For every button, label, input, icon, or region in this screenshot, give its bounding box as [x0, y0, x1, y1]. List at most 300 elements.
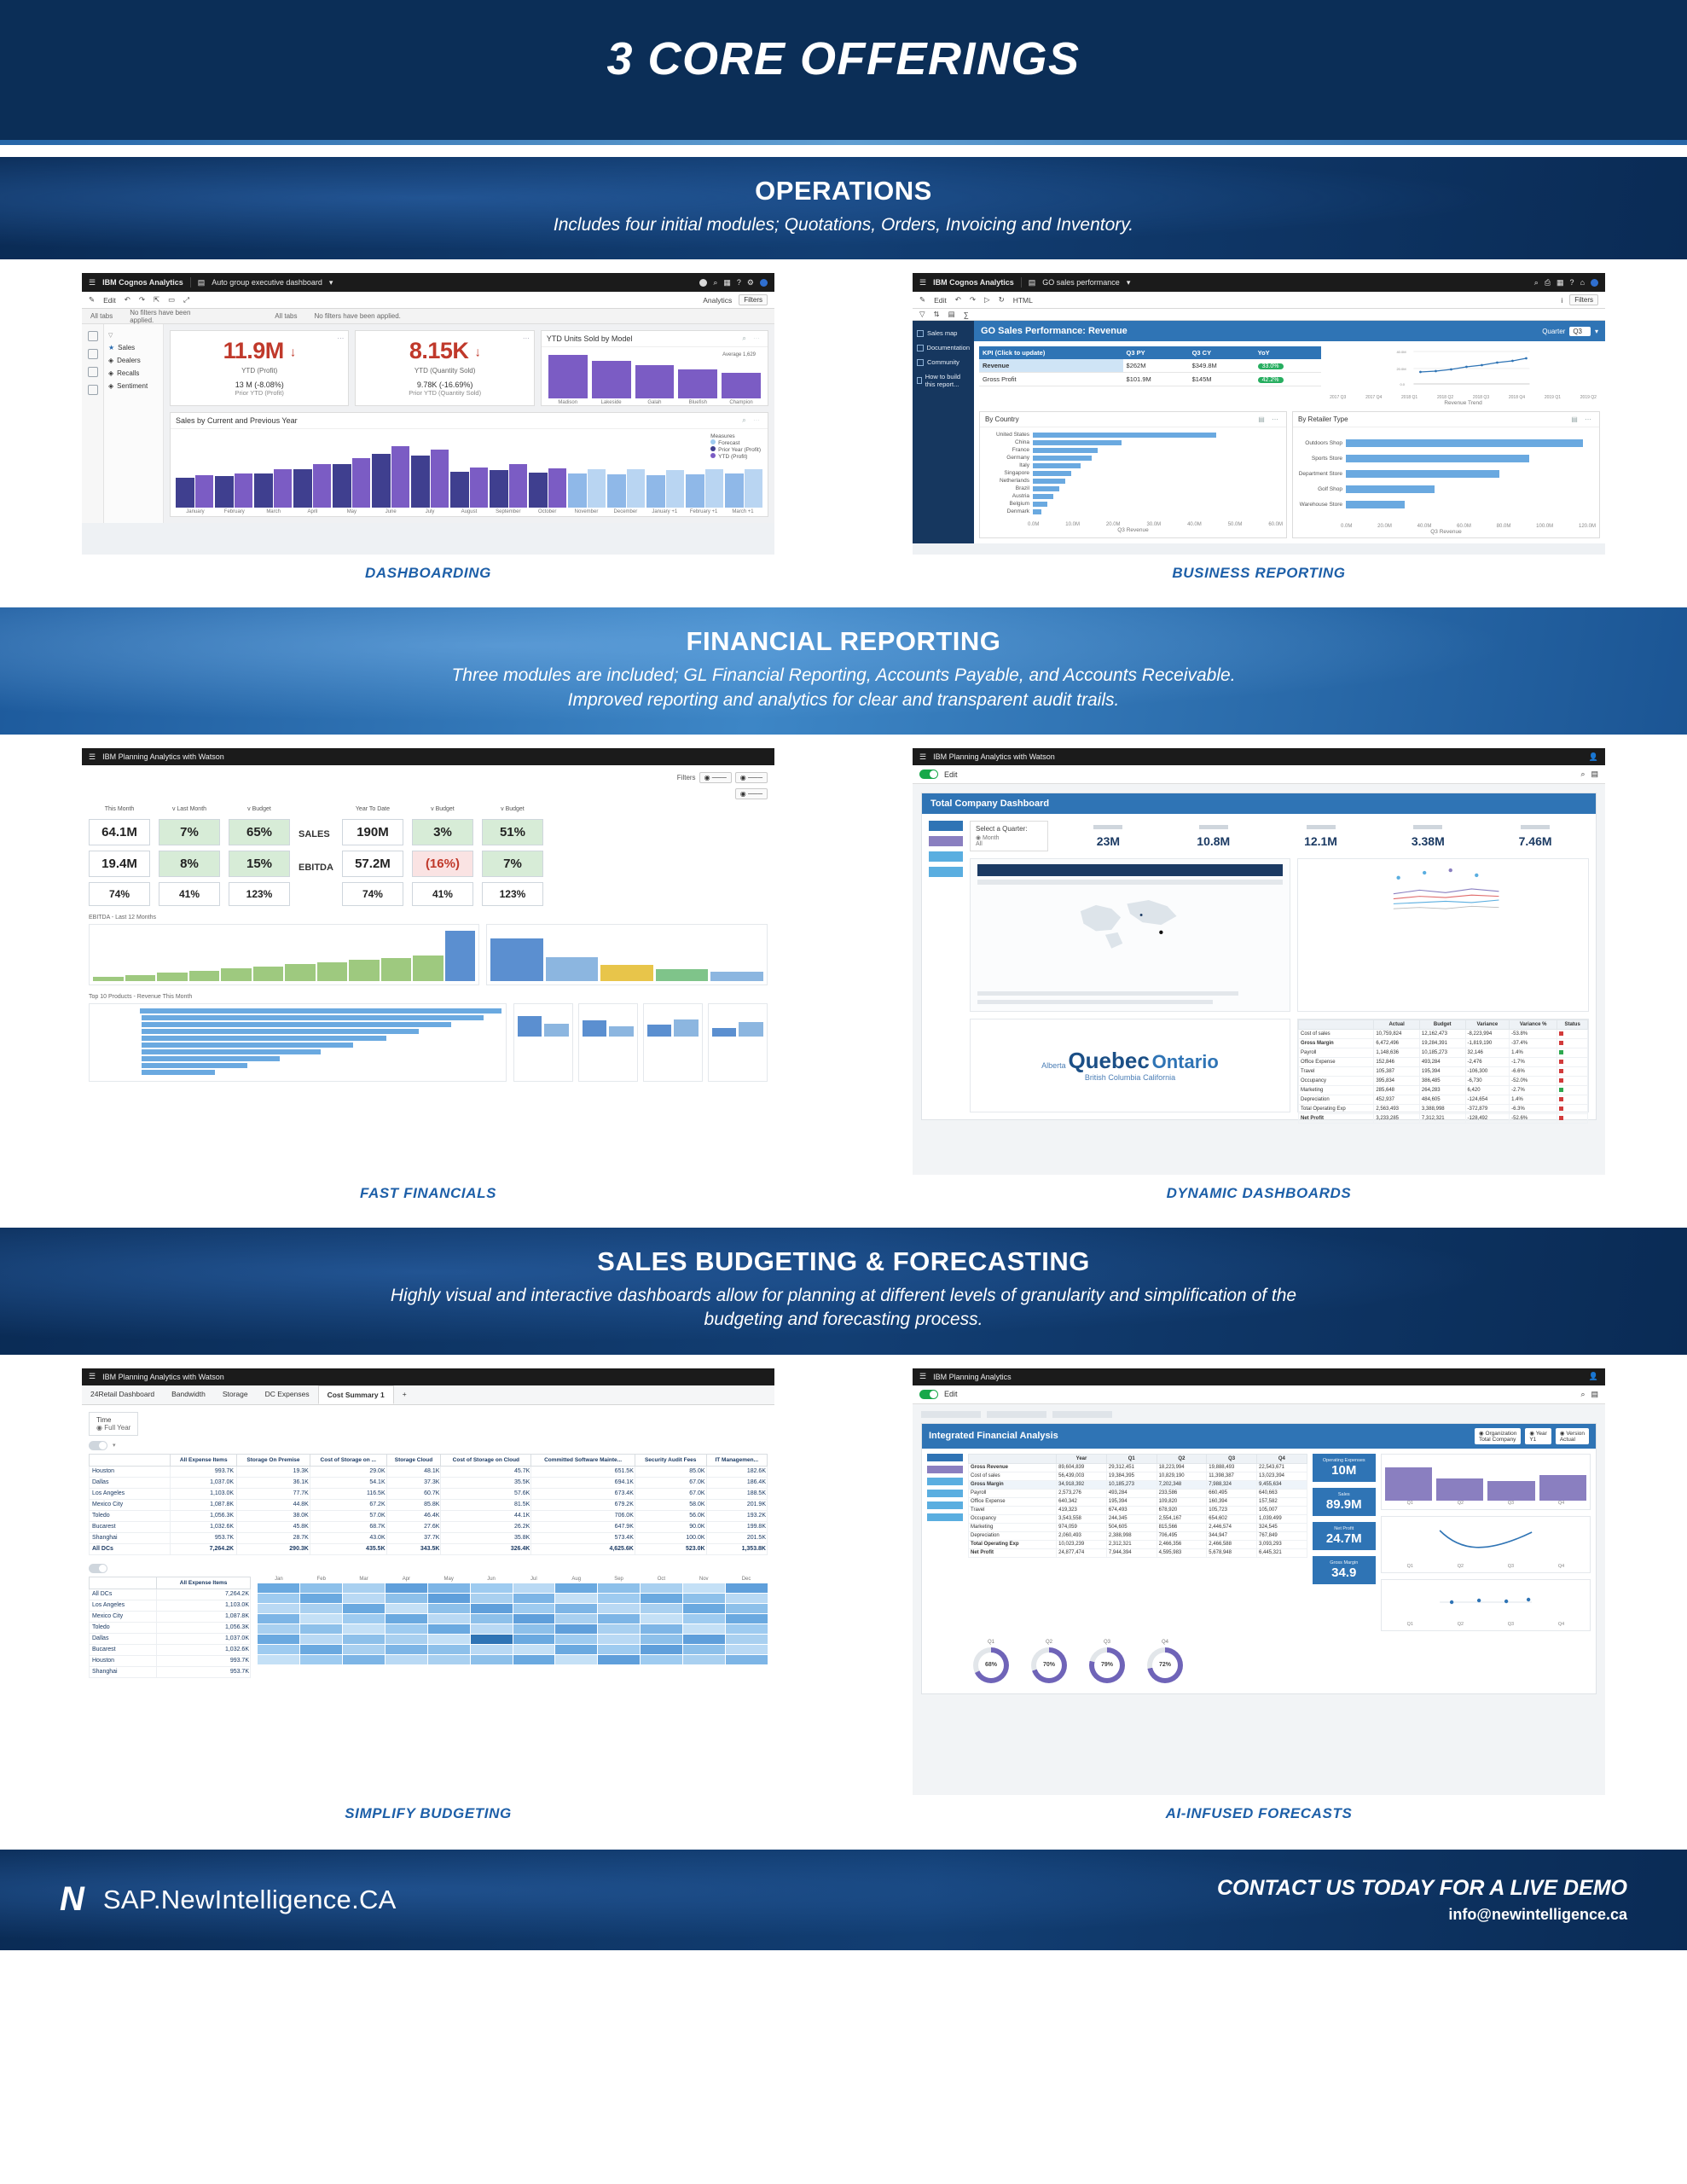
svg-text:40.0M: 40.0M — [1396, 350, 1406, 355]
filters-button[interactable]: Filters — [1569, 294, 1598, 305]
quarter-label: Quarter — [1542, 327, 1566, 335]
help-icon[interactable]: ? — [736, 278, 741, 288]
table-row[interactable]: Los Angeles 1,103.0K — [90, 1600, 251, 1611]
widgets-icon[interactable] — [88, 367, 98, 377]
x-tick: 120.0M — [1578, 524, 1596, 530]
settings-icon[interactable]: ⚙ — [746, 277, 754, 287]
nav-item-sentiment[interactable] — [108, 380, 159, 392]
chevron-down-icon[interactable]: ▾ — [328, 277, 333, 287]
hamburger-icon[interactable]: ☰ — [89, 752, 96, 761]
user-icon[interactable]: 👤 — [1588, 752, 1598, 761]
month-label: Mar — [359, 1576, 368, 1582]
col-label: v Budget — [501, 806, 525, 813]
x-tick: 40.0M — [1187, 522, 1202, 528]
x-label: Q1 — [1406, 1621, 1413, 1627]
kpi-card-profit[interactable] — [170, 330, 349, 406]
average-annotation: Average 1,629 — [722, 352, 757, 358]
nav-item-community[interactable] — [917, 355, 970, 369]
row-label-sales: SALES — [299, 828, 330, 839]
screenshot-grid-financial — [0, 735, 1687, 1216]
zoom-icon[interactable]: ⌕ — [1580, 1389, 1586, 1398]
table-row[interactable]: Toledo 1,056.3K 38.0K 57.0K 46.4K 44.1K 706.0K 56.0K 193.2K — [90, 1510, 768, 1521]
kpi-label: Net Profit — [1334, 1525, 1354, 1531]
nav-item-sales[interactable] — [108, 341, 159, 354]
map-icon — [917, 330, 924, 337]
table-row-total[interactable]: All DCs 7,264.2K 290.3K 435.5K 343.5K 326.4K 4,625.6K 523.0K 1,353.8K — [90, 1543, 768, 1554]
top-products-chart[interactable] — [89, 1003, 507, 1082]
this-month-col — [89, 806, 150, 906]
cell-yoy-badge: 42.2% — [1258, 377, 1284, 383]
kpi-tiles — [1313, 1454, 1376, 1631]
table-row[interactable]: Shanghai 953.7K — [90, 1666, 251, 1677]
tile-ebitda-ytd[interactable]: 57.2M — [342, 851, 403, 877]
spacer — [0, 1216, 1687, 1228]
chart-by-country[interactable] — [979, 411, 1287, 538]
secondary-bar-chart[interactable] — [486, 924, 768, 985]
edit-button[interactable]: Edit — [103, 295, 116, 305]
table-row[interactable] — [979, 373, 1321, 386]
month-label: Jan — [275, 1576, 283, 1582]
avatar[interactable] — [760, 279, 768, 287]
kpi-value: 23M — [1096, 834, 1121, 848]
hamburger-icon[interactable]: ☰ — [919, 277, 927, 287]
table-row[interactable] — [979, 359, 1321, 373]
filter-left-message: No filters have been applied. — [130, 308, 191, 324]
analytics-button[interactable]: Analytics — [703, 295, 733, 305]
bar-label: Netherlands — [999, 478, 1029, 485]
expand-icon[interactable]: ⤢ — [183, 295, 189, 305]
section-title: FINANCIAL REPORTING — [686, 626, 1001, 657]
month-label: May — [443, 1576, 454, 1582]
gear-icon[interactable]: ⋯ — [522, 334, 530, 343]
selector-label: Select a Quarter: — [976, 825, 1028, 834]
tab-bandwidth[interactable]: Bandwidth — [171, 1389, 206, 1398]
heatmap[interactable] — [258, 1577, 768, 1678]
nav-label: Documentation — [926, 344, 970, 352]
table-row: Payroll 2,573,276 493,284 233,586 660,495 640,663 — [969, 1489, 1307, 1497]
dot-line-chart — [1385, 1583, 1586, 1618]
expand-toggle[interactable] — [89, 1441, 107, 1450]
col-header: Storage Cloud — [386, 1454, 441, 1466]
col-label: v Last Month — [171, 806, 207, 813]
tile-ebitda-vs-budget[interactable]: 15% — [229, 851, 290, 877]
edit-toggle[interactable] — [919, 770, 938, 779]
html-format-button[interactable]: HTML — [1012, 295, 1033, 305]
small-chart-gross-margin[interactable] — [578, 1003, 638, 1082]
small-chart-sales[interactable] — [643, 1003, 703, 1082]
col-header: Storage On Premise — [237, 1454, 310, 1466]
cell-py: $262M — [1123, 359, 1189, 373]
bar-label: Brazil — [1015, 485, 1029, 492]
cta-block — [1217, 1876, 1627, 1924]
map-widget[interactable] — [970, 858, 1290, 1012]
refresh-icon[interactable]: ↻ — [998, 295, 1005, 305]
cell-business-reporting — [913, 273, 1605, 587]
word: British Columbia — [1084, 1072, 1141, 1082]
tile-ebitda-ytd-budget2[interactable]: 7% — [482, 851, 543, 877]
pin-icon[interactable] — [88, 331, 98, 341]
cell-yoy-badge: 33.0% — [1258, 363, 1284, 369]
tile-margin[interactable]: 123% — [482, 882, 543, 906]
tile-margin[interactable]: 74% — [342, 882, 403, 906]
quarter-selector[interactable]: Select a Quarter: ◉ Month All — [970, 821, 1048, 851]
grid-icon[interactable]: ▦ — [1557, 277, 1564, 287]
donut-q4[interactable]: 72% — [1147, 1647, 1183, 1683]
kpi-gross-margin[interactable] — [1313, 1556, 1376, 1584]
selector-version[interactable]: ◉ Version Actual — [1556, 1428, 1589, 1444]
edit-label: Edit — [944, 770, 958, 779]
filter-icon[interactable]: ▽ — [919, 310, 925, 319]
app-titlebar — [82, 273, 774, 292]
tile-sales-ytd-budget2[interactable]: 51% — [482, 819, 543, 845]
section-subtitle-line2: Improved reporting and analytics for clear and transparent audit trails. — [567, 689, 1120, 710]
cell-kpi: Gross Profit — [979, 373, 1123, 386]
cell-fast-financials — [82, 748, 774, 1207]
x-label: Q4 — [1557, 1500, 1565, 1506]
quarter-select[interactable]: Q3 — [1569, 327, 1591, 336]
kpi-sales[interactable] — [1313, 1488, 1376, 1516]
x-label: Madison — [558, 400, 578, 406]
tile-sales-vs-lm[interactable]: 7% — [159, 819, 220, 845]
edit-bar — [913, 1385, 1605, 1404]
x-label: Champion — [729, 400, 753, 406]
report-title-bar — [974, 321, 1605, 341]
selector-organization[interactable]: ◉ Organization Total Company — [1475, 1428, 1521, 1444]
donut-row — [922, 1636, 1596, 1693]
x-tick: 2017 Q4 — [1365, 395, 1383, 401]
edit-button[interactable]: Edit — [934, 295, 947, 305]
month-label: Nov — [699, 1576, 709, 1582]
svg-text:0.0: 0.0 — [1400, 382, 1406, 387]
columns-icon[interactable]: ▤ — [948, 310, 955, 319]
table-row: Travel 105,387 195,394 -106,300 -6.6% — [1299, 1067, 1588, 1077]
chart-menu-icon[interactable]: ▤ ⋯ — [1571, 415, 1594, 424]
kpi-value: 3.38M — [1411, 834, 1445, 848]
section-banner-operations — [0, 157, 1687, 259]
month-label: Jun — [487, 1576, 496, 1582]
x-label: Q2 — [1457, 1563, 1464, 1569]
summarize-icon[interactable]: ∑ — [963, 310, 969, 319]
ranked-table[interactable] — [89, 1577, 251, 1678]
search-icon[interactable]: ⌕ — [713, 277, 718, 287]
filters-label: Filters — [676, 774, 696, 782]
tab-add[interactable]: + — [402, 1389, 407, 1398]
col-label: Year To Date — [355, 806, 390, 813]
bar-label: United States — [995, 432, 1029, 439]
report-title: GO Sales Performance: Revenue — [981, 326, 1128, 337]
variance-table-widget[interactable] — [1297, 1019, 1589, 1122]
tab-cost-summary-1[interactable]: Cost Summary 1 — [318, 1385, 394, 1404]
kpi-operating-expenses[interactable] — [1313, 1454, 1376, 1482]
kpi-row — [170, 330, 768, 406]
footer — [0, 1850, 1687, 1950]
cell-dynamic-dashboards — [913, 748, 1605, 1207]
bullet-icon: ◈ — [108, 369, 114, 378]
month-label: February — [223, 509, 245, 515]
col-header: Cost of Storage on ... — [310, 1454, 386, 1466]
column-chart — [171, 429, 768, 508]
table-row: Net Profit 24,877,474 7,944,394 4,595,983 5,678,948 6,445,321 — [969, 1548, 1307, 1557]
table-row[interactable]: Mexico City 1,087.8K — [90, 1611, 251, 1622]
chart-legend — [710, 433, 761, 460]
help-icon[interactable]: ? — [1569, 278, 1574, 288]
tile-ebitda-ytd-budget[interactable]: (16%) — [412, 851, 473, 877]
table-row[interactable]: Shanghai 953.7K 28.7K 43.0K 37.7K 35.8K 573.4K 100.0K 201.5K — [90, 1532, 768, 1543]
vs-last-month-col — [159, 806, 220, 906]
table-row[interactable]: Dallas 1,037.0K — [90, 1633, 251, 1644]
tile-ebitda-vs-lm[interactable]: 8% — [159, 851, 220, 877]
gear-icon[interactable]: ⋯ — [337, 334, 345, 343]
tile-ebitda-this-month[interactable]: 19.4M — [89, 851, 150, 877]
col-header: Actual — [1374, 1020, 1420, 1030]
table-row: Office Expense 152,846 493,284 -2,476 -1.7% — [1299, 1058, 1588, 1067]
section-subtitle: Includes four initial modules; Quotations, Orders, Invoicing and Inventory. — [553, 215, 1134, 235]
financial-table-panel[interactable] — [968, 1454, 1307, 1631]
tab-dc-expenses[interactable]: DC Expenses — [264, 1389, 310, 1398]
run-icon[interactable]: ▷ — [984, 295, 990, 305]
app-name: IBM Cognos Analytics — [102, 278, 183, 288]
tile-sales-this-month[interactable]: 64.1M — [89, 819, 150, 845]
month-label: Jul — [530, 1576, 537, 1582]
col-header: Committed Software Mainte... — [531, 1454, 635, 1466]
sources-icon[interactable] — [88, 349, 98, 359]
small-chart-ebitda[interactable] — [513, 1003, 573, 1082]
word: Ontario — [1151, 1051, 1219, 1073]
chart-menu-icon[interactable]: ⌕ ⋯ — [742, 334, 763, 343]
kpi-table[interactable] — [979, 346, 1321, 386]
month-label: January +1 — [652, 509, 678, 515]
zoom-icon[interactable]: ⌕ — [1580, 770, 1586, 779]
legend-item: Prior Year (Profit) — [718, 447, 761, 454]
col-header — [90, 1454, 171, 1466]
waterfall-chart[interactable] — [89, 924, 479, 985]
redo-icon[interactable]: ↷ — [969, 295, 977, 305]
chart-by-retailer-type[interactable] — [1292, 411, 1600, 538]
nav-item-how-to-build[interactable] — [917, 369, 970, 392]
quarter-bar-chart[interactable] — [1381, 1454, 1591, 1510]
expand-toggle-2[interactable] — [89, 1564, 107, 1573]
table-row: Cost of sales 10,759,824 12,162,473 -8,223,994 -53.8% — [1299, 1030, 1588, 1039]
mid-charts — [89, 924, 768, 985]
chart-sales-current-previous[interactable] — [170, 412, 768, 517]
table-row[interactable]: Los Angeles 1,103.0K 77.7K 116.5K 60.7K 57.6K 673.4K 67.0K 188.5K — [90, 1488, 768, 1499]
chart-units-by-model[interactable] — [541, 330, 768, 406]
table-row[interactable]: Bucarest 1,032.6K 45.8K 68.7K 27.6K 26.2K 647.9K 90.0K 199.8K — [90, 1521, 768, 1532]
tile-margin[interactable]: 41% — [159, 882, 220, 906]
kpi-value: 11.9M — [223, 338, 284, 364]
save-icon[interactable]: ⎙ — [1544, 277, 1551, 287]
filter-chip-3[interactable]: ◉ ─── — [735, 788, 768, 799]
tile-sales-vs-budget[interactable]: 65% — [229, 819, 290, 845]
month-label: March +1 — [732, 509, 754, 515]
table-row: Gross Revenue 89,604,839 29,312,451 18,223,994 19,888,493 22,543,671 — [969, 1463, 1307, 1472]
info-icon[interactable]: i — [1561, 295, 1563, 305]
tile-margin[interactable]: 74% — [89, 882, 150, 906]
kpi-label: Operating Expenses — [1322, 1457, 1365, 1463]
filter-chip-1[interactable]: ◉ ─── — [699, 772, 732, 783]
undo-icon[interactable]: ↶ — [124, 295, 130, 305]
caption-fast-financials: FAST FINANCIALS — [359, 1185, 497, 1202]
tile-margin[interactable]: 123% — [229, 882, 290, 906]
filter-right-scope: All tabs — [275, 312, 298, 321]
hamburger-icon[interactable]: ☰ — [89, 1372, 96, 1381]
section-subtitle-line1: Highly visual and interactive dashboards allow for planning at different levels of granularity and simplification of the — [390, 1286, 1297, 1306]
pen-icon[interactable]: ✎ — [919, 295, 926, 305]
chart-menu-icon[interactable]: ▤ ⋯ — [1258, 415, 1281, 424]
app-name: IBM Planning Analytics with Watson — [102, 752, 224, 762]
col-header: YoY — [1255, 346, 1321, 359]
star-icon: ★ — [108, 344, 115, 352]
kpi-net-profit[interactable] — [1313, 1522, 1376, 1550]
bar-list — [980, 427, 1286, 520]
donut-q1[interactable]: 68% — [973, 1647, 1009, 1683]
table-row[interactable]: Mexico City 1,087.8K 44.8K 67.2K 85.8K 81.5K 679.2K 58.0K 201.9K — [90, 1499, 768, 1510]
tile-sales-ytd[interactable]: 190M — [342, 819, 403, 845]
scatter-chart[interactable] — [1381, 1579, 1591, 1631]
tab-storage[interactable]: Storage — [222, 1389, 248, 1398]
filter-chip-2[interactable]: ◉ ─── — [735, 772, 768, 783]
bell-icon[interactable]: ⌂ — [1580, 278, 1585, 288]
month-label: March — [266, 509, 281, 515]
spacer — [0, 145, 1687, 157]
bar-label: Golf Shop — [1318, 486, 1342, 493]
filters-button[interactable]: Filters — [739, 294, 768, 305]
variance-table — [1298, 1019, 1588, 1124]
chart-menu-icon[interactable]: ⌕ ⋯ — [742, 416, 762, 425]
section-subtitle-line2: budgeting and forecasting process. — [704, 1310, 983, 1330]
record-icon[interactable] — [699, 279, 707, 287]
filters-row — [89, 772, 768, 783]
cta-email[interactable]: info@newintelligence.ca — [1448, 1905, 1627, 1923]
chevron-down-icon[interactable]: ▾ — [1126, 277, 1131, 287]
kpi-value: 34.9 — [1331, 1565, 1357, 1580]
x-tick: 10.0M — [1065, 522, 1080, 528]
hamburger-icon[interactable]: ☰ — [919, 752, 927, 761]
bar-label: Italy — [1019, 462, 1029, 469]
revenue-trend-panel[interactable] — [1326, 346, 1600, 406]
bar-label: China — [1015, 439, 1029, 446]
donut-q3[interactable]: 79% — [1089, 1647, 1125, 1683]
kpi-card-quantity[interactable] — [355, 330, 534, 406]
user-icon[interactable]: 👤 — [1588, 1372, 1598, 1381]
undo-icon[interactable]: ↶ — [954, 295, 961, 305]
app-titlebar — [82, 1368, 774, 1385]
cost-summary-table[interactable] — [89, 1454, 768, 1555]
word-cloud-widget[interactable] — [970, 1019, 1290, 1112]
kpi-label: YTD (Profit) — [241, 367, 278, 375]
kpi-value: 10.8M — [1197, 834, 1231, 848]
bar-label: Denmark — [1006, 508, 1029, 515]
col-header: KPI (Click to update) — [979, 346, 1123, 359]
table-row[interactable]: Houston 993.7K — [90, 1655, 251, 1666]
comment-icon[interactable]: ▭ — [168, 295, 176, 305]
x-label: Q1 — [1406, 1500, 1413, 1506]
tab-strip — [921, 1411, 1597, 1418]
nav-item-recalls[interactable] — [108, 367, 159, 380]
tile-sales-ytd-budget[interactable]: 3% — [412, 819, 473, 845]
cell-kpi: Revenue — [979, 359, 1123, 373]
kpi-value: 7.46M — [1518, 834, 1552, 848]
x-axis — [1293, 522, 1599, 529]
tab-24retail-dashboard[interactable]: 24Retail Dashboard — [90, 1389, 155, 1398]
ytd-col — [342, 806, 403, 906]
time-selector[interactable]: Time ◉ Full Year — [89, 1412, 138, 1436]
table-row: Payroll 1,148,636 10,185,273 32,146 1.4% — [1299, 1048, 1588, 1058]
bar-label: Sports Store — [1311, 456, 1342, 462]
line-chart — [1326, 346, 1600, 391]
hamburger-icon[interactable]: ☰ — [919, 1372, 927, 1381]
app-name: IBM Planning Analytics with Watson — [933, 752, 1055, 762]
x-tick: 0.0M — [1341, 524, 1353, 530]
properties-icon[interactable] — [88, 385, 98, 395]
small-chart-operating-profit[interactable] — [708, 1003, 768, 1082]
pen-icon[interactable]: ✎ — [89, 295, 96, 305]
donut-q2[interactable]: 70% — [1031, 1647, 1067, 1683]
nav-item-dealers[interactable] — [108, 354, 159, 367]
kpi-label: YTD (Quantity Sold) — [414, 367, 476, 375]
dashboard-canvas — [164, 324, 774, 523]
dashboard-canvas — [913, 1404, 1605, 1701]
month-label: April — [307, 509, 318, 515]
vs-budget-col — [229, 806, 290, 906]
month-label: June — [385, 509, 397, 515]
selector-year[interactable]: ◉ Year Y1 — [1525, 1428, 1551, 1444]
cell-ai-infused-forecasts — [913, 1368, 1605, 1827]
x-label: Q3 — [1507, 1563, 1515, 1569]
nav-item-documentation[interactable] — [917, 340, 970, 355]
month-label: December — [613, 509, 638, 515]
table-row[interactable]: Bucarest 1,032.6K — [90, 1644, 251, 1655]
tile-margin[interactable]: 41% — [412, 882, 473, 906]
table-row[interactable]: Houston 993.7K 19.3K 29.0K 48.1K 45.7K 651.5K 85.0K 182.6K — [90, 1466, 768, 1477]
nav-item-sales-map[interactable] — [917, 326, 970, 340]
search-icon[interactable]: ⌕ — [1533, 277, 1539, 287]
col-label: This Month — [104, 806, 135, 813]
kpi-prior-label: Prior YTD (Profit) — [235, 389, 284, 398]
line-chart-widget[interactable] — [1297, 858, 1589, 1012]
document-icon: ▤ — [1028, 277, 1036, 287]
col-header: Q3 PY — [1123, 346, 1189, 359]
month-label: August — [461, 509, 478, 515]
nav-label: How to build this report... — [925, 373, 961, 389]
avatar[interactable] — [1591, 279, 1598, 287]
bar-label: Department Store — [1298, 471, 1342, 478]
grid-icon[interactable]: ▦ — [723, 277, 731, 287]
page-title: 3 CORE OFFERINGS — [606, 33, 1081, 84]
trend-curve-chart[interactable] — [1381, 1516, 1591, 1573]
col-header — [90, 1577, 157, 1589]
edit-toggle[interactable] — [919, 1390, 938, 1399]
x-tick: 2019 Q1 — [1544, 395, 1562, 401]
table-row[interactable]: Dallas 1,037.0K 36.1K 54.1K 37.3K 35.5K 694.1K 67.0K 186.4K — [90, 1477, 768, 1488]
redo-icon[interactable]: ↷ — [138, 295, 146, 305]
table-row[interactable]: All DCs 7,264.2K — [90, 1589, 251, 1600]
sort-icon[interactable]: ⇅ — [933, 310, 940, 319]
integrated-financial-table: Year Q1 Q2 Q3 Q4 Gross Revenue 89,604,839 29,312,451 18,223,994 19,888,493 22,543,671 Cost of sales 56,439,003 19,384,395 10,829,190 11,398,387 13,023,394 Gross Margin 34,918,392 10,185,273 7,202,348 7,988,324 9,455,634 Payroll 2,573,276 493,284 233,586 660,495 640,663 Office Expense 640,342 195,394 109,820 160,394 157,582 Travel 419,323 674,493 678,920 105,723 105,007 Occupancy 3,543,558 244,345 2,554,167 654,602 1,039,499 Marketing 974,059 504,605 815,566 2,446,574 324,545 Depreciation 2,060,493 2,388,998 706,495 344,947 767,849 Total Operating Exp 10,023,239 2,312,321 2,466,356 2,466,588 3,093,293 Net Profit 24,877,474 7,944,394 4,595,983 5,678,948 6,445,321 — [968, 1454, 1307, 1558]
report-canvas — [974, 321, 1605, 543]
share-icon[interactable]: ⇱ — [154, 295, 160, 305]
hamburger-icon[interactable]: ☰ — [89, 277, 96, 287]
table-row[interactable]: Toledo 1,056.3K — [90, 1622, 251, 1633]
kpi-table-panel — [979, 346, 1321, 406]
x-tick: 60.0M — [1268, 522, 1283, 528]
chevron-down-icon[interactable]: ▾ — [1594, 327, 1598, 335]
toolbar — [82, 292, 774, 309]
row-labels — [299, 806, 333, 881]
screenshot-grid-budgeting — [0, 1355, 1687, 1836]
print-icon[interactable]: ▤ — [1591, 770, 1598, 779]
print-icon[interactable]: ▤ — [1591, 1389, 1598, 1398]
